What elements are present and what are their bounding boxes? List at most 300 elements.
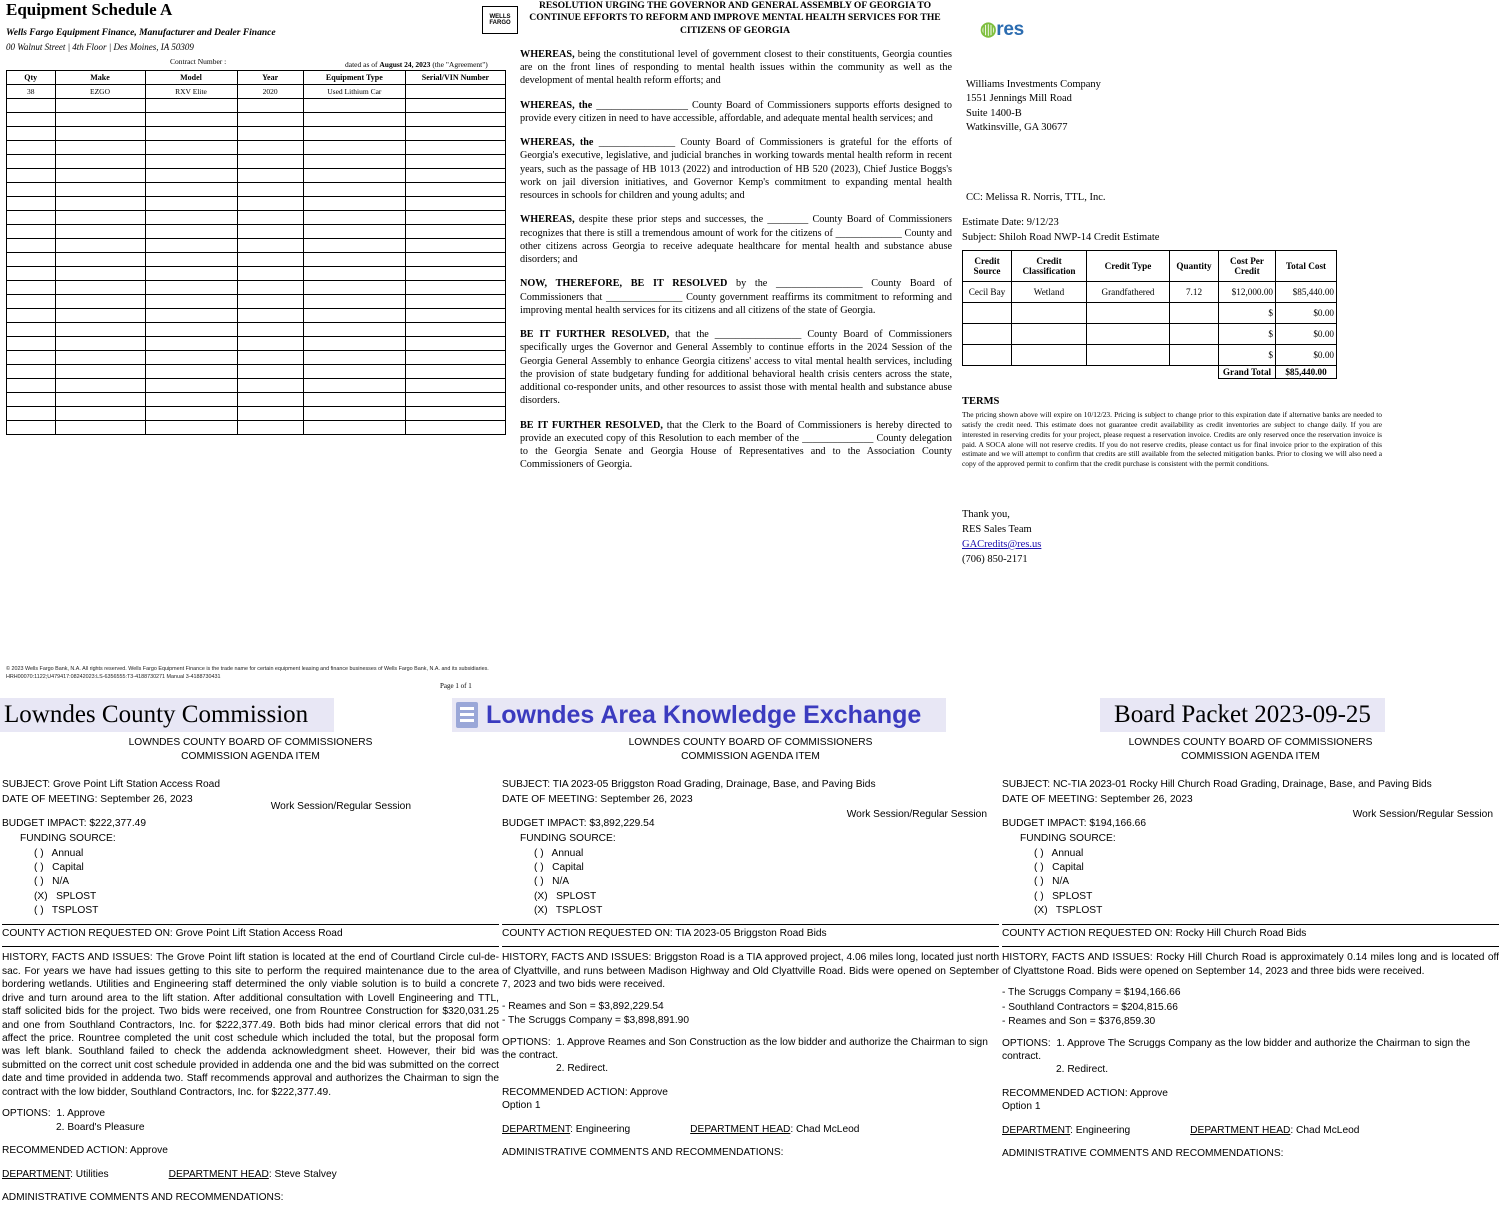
table-cell: [55, 323, 145, 337]
county-action-requested: COUNTY ACTION REQUESTED ON: TIA 2023-05 Briggston Road Bids: [502, 927, 827, 939]
col-qty: Qty: [7, 71, 56, 85]
table-cell: [1170, 324, 1219, 345]
funding-option-annual[interactable]: ( ) Annual: [34, 847, 84, 859]
table-cell: [1087, 303, 1170, 324]
table-cell: [145, 407, 237, 421]
table-cell: [7, 365, 56, 379]
table-row-empty: [7, 309, 506, 323]
resolution-document: [520, 0, 960, 472]
table-cell: [145, 183, 237, 197]
list-item: - The Scruggs Company = $3,898,891.90: [502, 1015, 689, 1027]
equipment-table: [6, 70, 506, 435]
agenda-header: [502, 736, 999, 764]
table-cell: [405, 239, 505, 253]
band-lowndes-county-commission[interactable]: [0, 698, 334, 732]
table-row-empty: [7, 253, 506, 267]
funding-option-n/a[interactable]: ( ) N/A: [34, 876, 70, 888]
table-cell: [237, 365, 303, 379]
bid-list: [502, 1000, 999, 1028]
dated-suffix: (the "Agreement"): [432, 60, 488, 69]
table-cell: [7, 281, 56, 295]
table-cell: [55, 267, 145, 281]
table-cell: [237, 211, 303, 225]
table-row-empty: [7, 127, 506, 141]
table-cell: [55, 309, 145, 323]
table-cell: [237, 113, 303, 127]
table-cell: [303, 281, 405, 295]
table-cell: [7, 351, 56, 365]
table-cell: [7, 211, 56, 225]
table-cell: [405, 211, 505, 225]
grand-total-value: $85,440.00: [1276, 366, 1337, 379]
paragraph-text: despite these prior steps and successes, the ________ County Board of Commissioners recognizes that there is still a tremendous amount of work for the citizens of _____________ County and other citizens across Georgia to receive adequate healthcare for mental health and substance abuse disorders; and: [520, 214, 952, 266]
funding-option-capital[interactable]: ( ) Capital: [1034, 862, 1084, 874]
table-cell: [55, 351, 145, 365]
table-cell: [303, 267, 405, 281]
option-item: OPTIONS: 1. Approve: [2, 1108, 106, 1120]
col-quantity: Quantity: [1170, 251, 1219, 282]
funding-option-annual[interactable]: ( ) Annual: [1034, 847, 1084, 859]
table-cell: [303, 127, 405, 141]
county-action-requested: COUNTY ACTION REQUESTED ON: Rocky Hill Church Road Bids: [1002, 927, 1307, 939]
table-cell: [237, 393, 303, 407]
table-cell: [145, 421, 237, 435]
table-cell: [145, 169, 237, 183]
table-cell: [7, 337, 56, 351]
estimate-date: Estimate Date: 9/12/23: [962, 217, 1059, 228]
table-cell: 7.12: [1170, 282, 1219, 303]
funding-option-splost[interactable]: (X) SPLOST: [34, 890, 97, 902]
table-cell: [237, 351, 303, 365]
table-cell: [303, 141, 405, 155]
administrative-comments: ADMINISTRATIVE COMMENTS AND RECOMMENDATIONS:: [2, 1192, 284, 1204]
paragraph-text: by the _________________ County Board of Commissioners that _______________ County government reaffirms its commitment to reforming and improving mental health services for its citizens and all citizens of the state of Georgia.: [520, 278, 952, 316]
estimate-meta: [962, 216, 1159, 245]
table-cell: [405, 337, 505, 351]
table-cell: [55, 211, 145, 225]
table-cell: $: [1219, 324, 1276, 345]
table-cell: [237, 407, 303, 421]
table-cell: $0.00: [1276, 324, 1337, 345]
table-cell: [405, 99, 505, 113]
table-cell: [7, 379, 56, 393]
table-cell: Cecil Bay: [963, 282, 1012, 303]
table-cell: [303, 323, 405, 337]
table-cell: [55, 225, 145, 239]
option-item: OPTIONS: 1. Approve Reames and Son Construction as the low bidder and authorize the Chairman to sign the contract.: [502, 1036, 988, 1061]
signature-block: [962, 508, 1041, 568]
table-cell: [7, 127, 56, 141]
agenda-header-line1: LOWNDES COUNTY BOARD OF COMMISSIONERS: [1128, 737, 1373, 748]
table-cell: [237, 155, 303, 169]
table-cell: [55, 155, 145, 169]
table-cell: [145, 309, 237, 323]
table-row: [963, 324, 1337, 345]
paragraph-text: that the _________________ County Board of Commissioners specifically urges the Governor and General Assembly to continue efforts in the 2024 Session of the Georgia General Assembly to enhance Georgia citizens' access to vital mental health services, including the provision of state budgetary funding for additional behavioral health crisis centers across the state, additional co-responder units, and other resources to assist those with mental health and substance abuse disorders.: [520, 329, 953, 407]
table-cell: [237, 99, 303, 113]
table-cell: [405, 267, 505, 281]
table-cell: [237, 169, 303, 183]
paragraph-text: __________________ County Board of Commissioners supports efforts designed to provide every citizen in need to have accessible, affordable, and adequate mental health services; and: [520, 99, 952, 124]
grand-total-row: [963, 366, 1337, 379]
table-header-row: [7, 71, 506, 85]
table-row-empty: [7, 225, 506, 239]
table-cell: [1170, 303, 1219, 324]
history-facts-issues: HISTORY, FACTS AND ISSUES: Rocky Hill Church Road is approximately 0.14 miles long and is located off of Clyattstone Road. Bids were opened on September 14, 2023 and three bids were received.: [1002, 952, 1499, 977]
band-left-label: Lowndes County Commission: [4, 701, 309, 728]
table-cell: [55, 421, 145, 435]
table-cell: [145, 113, 237, 127]
table-cell: [145, 99, 237, 113]
resolution-heading: RESOLUTION URGING THE GOVERNOR AND GENERAL ASSEMBLY OF GEORGIA TO CONTINUE EFFORTS TO REFORM AND IMPROVE MENTAL HEALTH SERVICES FOR THE CITIZENS OF GEORGIA: [529, 0, 941, 36]
table-row-empty: [7, 267, 506, 281]
band-lowndes-area-knowledge-exchange[interactable]: [452, 698, 946, 732]
list-item: - Reames and Son = $376,859.30: [1002, 1016, 1156, 1028]
table-cell: [405, 323, 505, 337]
grand-total-label: Grand Total: [1219, 366, 1276, 379]
table-cell: [1170, 345, 1219, 366]
table-cell: [963, 303, 1012, 324]
table-cell: [145, 267, 237, 281]
recommended-option: Option 1: [502, 1100, 541, 1112]
table-row-empty: [7, 407, 506, 421]
department-row: DEPARTMENT: Engineering DEPARTMENT HEAD: Chad McLeod: [1002, 1124, 1360, 1136]
funding-source-block: [20, 832, 499, 918]
table-cell: [7, 183, 56, 197]
option-item: 2. Board's Pleasure: [56, 1121, 145, 1133]
table-cell: [145, 323, 237, 337]
table-cell: [303, 295, 405, 309]
table-cell: [405, 113, 505, 127]
table-cell: [55, 407, 145, 421]
table-cell: [237, 323, 303, 337]
table-cell: [405, 379, 505, 393]
administrative-comments: ADMINISTRATIVE COMMENTS AND RECOMMENDATIONS:: [1002, 1148, 1284, 1160]
resolution-paragraph: [520, 99, 952, 126]
table-cell: [303, 393, 405, 407]
table-cell: [7, 99, 56, 113]
table-cell: [303, 421, 405, 435]
recommended-action: RECOMMENDED ACTION: Approve: [1002, 1087, 1168, 1099]
table-row-empty: [7, 323, 506, 337]
table-cell: [405, 253, 505, 267]
table-cell: [1012, 303, 1087, 324]
table-cell: [145, 127, 237, 141]
table-row-empty: [7, 379, 506, 393]
funding-option-n/a[interactable]: ( ) N/A: [534, 876, 570, 888]
table-cell: [303, 113, 405, 127]
table-cell: [237, 239, 303, 253]
agenda-date: DATE OF MEETING: September 26, 2023: [1002, 794, 1193, 806]
divider: [2, 946, 499, 947]
paragraph-text: being the constitutional level of government closest to their constituents, Georgia counties are on the front lines of responding to mental health issues within the community as well as the development of mental health reform efforts; and: [520, 48, 952, 87]
agenda-subject: SUBJECT: Grove Point Lift Station Access Road: [2, 778, 220, 790]
table-cell: Grandfathered: [1087, 282, 1170, 303]
table-cell: [55, 393, 145, 407]
agenda-date: DATE OF MEETING: September 26, 2023: [502, 794, 693, 806]
page-number: Page 1 of 1: [440, 682, 472, 690]
divider: [502, 924, 999, 925]
table-row-empty: [7, 421, 506, 435]
table-row-empty: [7, 183, 506, 197]
table-cell: $85,440.00: [1276, 282, 1337, 303]
book-icon: [456, 702, 478, 728]
table-cell: [55, 295, 145, 309]
funding-option-capital[interactable]: ( ) Capital: [534, 862, 584, 874]
table-cell: [963, 324, 1012, 345]
list-item: - Southland Contractors = $204,815.66: [1002, 1001, 1178, 1013]
agenda-budget-impact: BUDGET IMPACT: $194,166.66: [1002, 817, 1147, 829]
table-cell: [7, 169, 56, 183]
table-cell: [7, 155, 56, 169]
col-year: Year: [237, 71, 303, 85]
table-cell: [55, 197, 145, 211]
table-cell: [7, 225, 56, 239]
col-cost-per-credit: Cost Per Credit: [1219, 251, 1276, 282]
funding-option-tsplost[interactable]: ( ) TSPLOST: [34, 905, 99, 917]
table-cell: [145, 281, 237, 295]
table-row-empty: [7, 365, 506, 379]
agenda-header-line1: LOWNDES COUNTY BOARD OF COMMISSIONERS: [128, 737, 373, 748]
table-cell: [145, 295, 237, 309]
table-cell: [145, 239, 237, 253]
agenda-session: Work Session/Regular Session: [1352, 808, 1493, 820]
recipient-address-1: 1551 Jennings Mill Road: [966, 93, 1072, 105]
email-link[interactable]: GACredits@res.us: [962, 538, 1042, 550]
table-cell: [405, 127, 505, 141]
funding-option-tsplost[interactable]: (X) TSPLOST: [534, 905, 603, 917]
table-cell: [237, 379, 303, 393]
table-cell: [7, 295, 56, 309]
table-cell: [303, 197, 405, 211]
page-title: Equipment Schedule A: [6, 0, 173, 19]
table-cell: [303, 225, 405, 239]
table-row: [963, 345, 1337, 366]
funding-option-capital[interactable]: ( ) Capital: [34, 862, 84, 874]
options-block: [2, 1107, 499, 1134]
agenda-item-grove-point: [2, 736, 499, 1205]
table-cell: [405, 141, 505, 155]
table-cell: [145, 253, 237, 267]
table-cell: $0.00: [1276, 303, 1337, 324]
equipment-table-body: [7, 85, 506, 435]
agenda-meta: [1002, 778, 1499, 820]
table-row-empty: [7, 337, 506, 351]
funding-option-splost[interactable]: ( ) SPLOST: [1034, 890, 1093, 902]
table-row-empty: [7, 197, 506, 211]
table-cell: [405, 309, 505, 323]
agenda-header: [2, 736, 499, 764]
res-logo-drop-icon: ◍: [980, 19, 997, 40]
agenda-session: Work Session/Regular Session: [846, 808, 987, 820]
paragraph-lead: BE IT FURTHER RESOLVED,: [520, 329, 670, 341]
funding-option-annual[interactable]: ( ) Annual: [534, 847, 584, 859]
table-cell: [55, 169, 145, 183]
table-cell: [7, 253, 56, 267]
table-cell: [303, 169, 405, 183]
table-cell: 2020: [237, 85, 303, 99]
contract-number-label: Contract Number :: [170, 57, 227, 66]
table-cell: [55, 113, 145, 127]
table-cell: [145, 365, 237, 379]
table-row-empty: [7, 281, 506, 295]
band-board-packet[interactable]: [1100, 698, 1385, 732]
funding-option-splost[interactable]: (X) SPLOST: [534, 890, 597, 902]
cc-line: CC: Melissa R. Norris, TTL, Inc.: [966, 192, 1106, 203]
table-row: [7, 85, 506, 99]
table-cell: [237, 253, 303, 267]
table-cell: [55, 183, 145, 197]
recipient-company: Williams Investments Company: [966, 79, 1101, 90]
divider: [1002, 946, 1499, 947]
table-cell: [1087, 345, 1170, 366]
options-block: [1002, 1037, 1499, 1077]
table-cell: RXV Elite: [145, 85, 237, 99]
paragraph-lead: NOW, THEREFORE, BE IT RESOLVED: [520, 278, 728, 290]
option-item: OPTIONS: 1. Approve The Scruggs Company as the low bidder and authorize the Chairman to sign the contract.: [1002, 1037, 1471, 1062]
table-cell: [145, 197, 237, 211]
col-equipment-type: Equipment Type: [303, 71, 405, 85]
band-middle-label: Lowndes Area Knowledge Exchange: [486, 700, 922, 729]
resolution-paragraph: [520, 328, 952, 408]
dated-value: August 24, 2023: [379, 60, 431, 69]
options-block: [502, 1036, 999, 1076]
department-head-label: DEPARTMENT HEAD: [690, 1123, 791, 1135]
funding-source-label: FUNDING SOURCE:: [1020, 833, 1116, 845]
agenda-budget-impact: BUDGET IMPACT: $222,377.49: [2, 817, 147, 829]
table-cell: [7, 267, 56, 281]
agenda-header-line2: COMMISSION AGENDA ITEM: [1181, 750, 1320, 762]
res-logo-text: res: [996, 19, 1024, 40]
table-cell: [963, 345, 1012, 366]
department-label: DEPARTMENT: [502, 1123, 571, 1135]
col-credit-source: Credit Source: [963, 251, 1012, 282]
table-cell: [405, 183, 505, 197]
table-cell: Wetland: [1012, 282, 1087, 303]
wells-fargo-logo: [482, 6, 518, 34]
table-row-empty: [7, 239, 506, 253]
table-cell: [145, 351, 237, 365]
funding-source-block: [1020, 832, 1499, 918]
col-credit-classification: Credit Classification: [1012, 251, 1087, 282]
table-cell: [55, 141, 145, 155]
table-cell: [237, 295, 303, 309]
table-header-row: [963, 251, 1337, 282]
table-cell: [405, 85, 505, 99]
resolution-body: [520, 48, 960, 472]
table-cell: [145, 155, 237, 169]
recommended-option: Option 1: [1002, 1101, 1041, 1113]
recommended-action: RECOMMENDED ACTION: Approve: [2, 1145, 168, 1157]
table-cell: [145, 393, 237, 407]
recipient-address: [966, 78, 1101, 136]
table-cell: [303, 309, 405, 323]
col-credit-type: Credit Type: [1087, 251, 1170, 282]
recipient-address-2: Suite 1400-B: [966, 107, 1022, 119]
administrative-comments: ADMINISTRATIVE COMMENTS AND RECOMMENDATIONS:: [502, 1147, 784, 1159]
funding-source-block: [520, 832, 999, 918]
col-total-cost: Total Cost: [1276, 251, 1337, 282]
dated-label: dated as of: [345, 60, 378, 69]
table-cell: [7, 197, 56, 211]
col-make: Make: [55, 71, 145, 85]
table-row-empty: [7, 141, 506, 155]
table-cell: [237, 225, 303, 239]
estimate-subject: Subject: Shiloh Road NWP-14 Credit Estimate: [962, 231, 1160, 243]
paragraph-text: _______________ County Board of Commissioners is grateful for the efforts of Georgia's executive, legislative, and judicial branches in working towards mental health reform in recent years, such as the passage of HB 1013 (2022) and introduction of HB 520 (2023), Chief Justice Boggs's work on jail diversion initiatives, and Governor Kemp's commitment to expanding mental health resources in schools for children and young adults; and: [520, 137, 952, 202]
paragraph-lead: WHEREAS, the: [520, 99, 593, 111]
agreement-date: [345, 60, 488, 69]
table-cell: [237, 281, 303, 295]
equipment-schedule-document: [0, 0, 510, 690]
bid-list: [1002, 986, 1499, 1028]
table-cell: [303, 253, 405, 267]
table-cell: [237, 127, 303, 141]
resolution-paragraph: [520, 136, 952, 202]
credit-estimate-table: [962, 250, 1337, 379]
recommended-action: RECOMMENDED ACTION: Approve: [502, 1086, 668, 1098]
table-cell: $0.00: [1276, 345, 1337, 366]
table-row-empty: [7, 211, 506, 225]
table-cell: $: [1219, 303, 1276, 324]
funding-option-tsplost[interactable]: (X) TSPLOST: [1034, 905, 1103, 917]
county-action-requested: COUNTY ACTION REQUESTED ON: Grove Point Lift Station Access Road: [2, 927, 343, 939]
divider: [502, 946, 999, 947]
table-cell: [237, 183, 303, 197]
agenda-meta: [2, 778, 499, 812]
resolution-paragraph: [520, 213, 952, 266]
agenda-session: Work Session/Regular Session: [270, 800, 411, 812]
table-cell: [237, 421, 303, 435]
history-facts-issues: HISTORY, FACTS AND ISSUES: Briggston Road is a TIA approved project, 4.06 miles long, located just north of Clyattville, and runs between Madison Highway and Old Clyattville Road. Bids were opened on September 7, 2023 and two bids were received.: [502, 952, 999, 991]
department-row: DEPARTMENT: Engineering DEPARTMENT HEAD: Chad McLeod: [502, 1123, 860, 1135]
table-cell: [303, 351, 405, 365]
table-cell: [1012, 324, 1087, 345]
table-cell: [303, 365, 405, 379]
table-row: [963, 282, 1337, 303]
table-cell: [55, 365, 145, 379]
list-item: - The Scruggs Company = $194,166.66: [1002, 987, 1181, 999]
table-cell: [145, 225, 237, 239]
table-cell: [303, 99, 405, 113]
funding-option-n/a[interactable]: ( ) N/A: [1034, 876, 1070, 888]
table-cell: [405, 155, 505, 169]
table-cell: [303, 337, 405, 351]
paragraph-lead: WHEREAS,: [520, 48, 575, 60]
table-cell: $12,000.00: [1219, 282, 1276, 303]
equipment-footer-legal: © 2023 Wells Fargo Bank, N.A. All rights reserved. Wells Fargo Equipment Finance is the trade name for certain equipment leasing and finance businesses of Wells Fargo Bank, N.A. and its subsidiaries. HRH00070:1122;U479417:08242023:LS-6356555:T3-4188730271 Manual 3-4188730431: [6, 666, 489, 680]
res-logo: [980, 18, 1024, 41]
terms-text: The pricing shown above will expire on 10/12/23. Pricing is subject to change prior to this expiration date if alternative banks are needed to satisfy the credit need. This estimate does not guarantee credit availability as credit inventories are subject to change daily. If you are interested in reserving credits for your project, please request a reservation invoice. Credits are only reserved once the reservation invoice is paid. A SOCA alone will not reserve credits. If you do not reserve credits, please contact us for final invoice prior to the expiration of this estimate and we will attempt to confirm that credits are still available from the selected mitigation banks. Prior to closing we will also need a copy of the approved permit to confirm that the credit purchase is consistent with the permit conditions.: [962, 410, 1382, 469]
table-cell: [7, 323, 56, 337]
table-cell: [237, 309, 303, 323]
closing: Thank you,: [962, 509, 1010, 520]
table-cell: [303, 379, 405, 393]
resolution-paragraph: [520, 48, 952, 88]
table-cell: [55, 239, 145, 253]
table-cell: [1087, 324, 1170, 345]
agenda-header-line2: COMMISSION AGENDA ITEM: [181, 750, 320, 762]
agenda-header-line1: LOWNDES COUNTY BOARD OF COMMISSIONERS: [628, 737, 873, 748]
table-row: [963, 303, 1337, 324]
table-row-empty: [7, 155, 506, 169]
table-cell: [237, 267, 303, 281]
table-cell: [145, 337, 237, 351]
table-cell: EZGO: [55, 85, 145, 99]
department-label: DEPARTMENT: [2, 1168, 71, 1180]
band-right-label: Board Packet 2023-09-25: [1114, 701, 1371, 728]
table-cell: [7, 421, 56, 435]
